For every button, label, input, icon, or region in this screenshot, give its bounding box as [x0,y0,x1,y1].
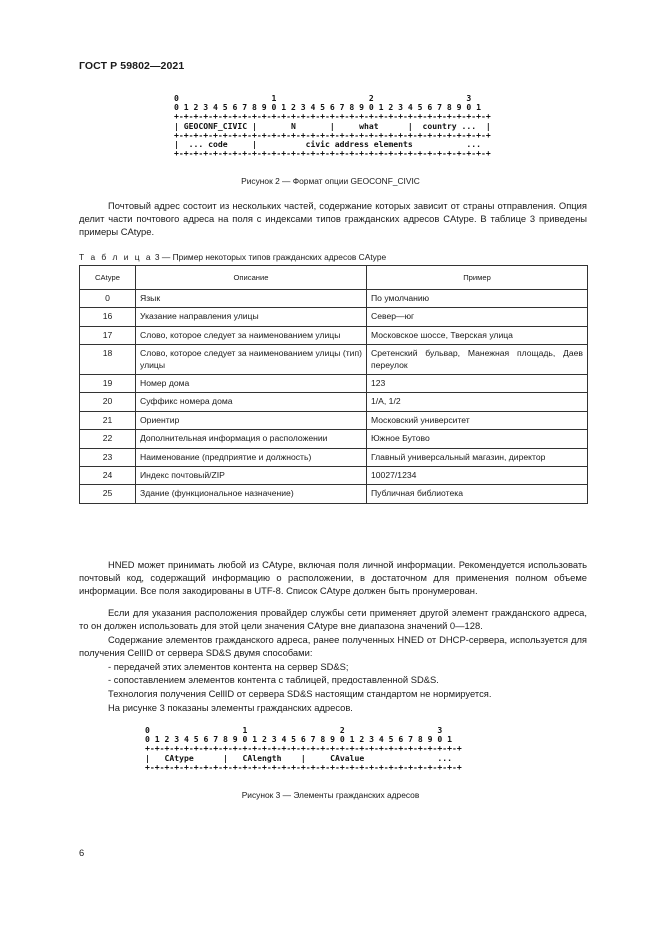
table-row [80,345,588,375]
fig2-line: +-+-+-+-+-+-+-+-+-+-+-+-+-+-+-+-+-+-+-+-+-+-+-+-+-+-+-+-+-+-+-+-+ [174,129,491,140]
cell-catype: 16 [80,308,136,326]
table-row [80,448,588,466]
cell-catype: 0 [80,290,136,308]
cell-example: Московское шоссе, Тверская улица [367,326,588,344]
header-catype: CAtype [80,266,136,290]
note-line: Технология получения CellID от сервера SD&S настоящим стандартом не нормируется. [108,688,492,699]
header-description: Описание [136,266,367,290]
fig2-line: | ... code | civic address elements ... [174,139,481,150]
table-row [80,290,588,308]
cell-catype: 17 [80,326,136,344]
table-row [80,326,588,344]
table-row [80,375,588,393]
cell-description: Дополнительная информация о расположении [136,430,367,448]
cell-example: Главный универсальный магазин, директор [367,448,588,466]
cell-example: Север—юг [367,308,588,326]
cell-example: Сретенский бульвар, Манежная площадь, Даев переулок [367,345,588,375]
paragraph-hned: HNED может принимать любой из CAtype, включая поля личной информации. Рекомендуется использовать почтовый код, содержащий информацию о расположении, в достаточном для применения полном объеме информации. Все поля закодированы в UTF-8. Список CAtype должен быть пронумерован. [79,559,587,596]
cell-description: Наименование (предприятие и должность) [136,448,367,466]
paragraph-content: Содержание элементов гражданского адреса, ранее полученных HNED от DHCP-сервера, используется для получения CellID от сервера SD&S двумя способами: [79,634,587,658]
cell-example: По умолчанию [367,290,588,308]
cell-description: Индекс почтовый/ZIP [136,467,367,485]
table-row [80,308,588,326]
table-row [80,411,588,429]
table-row [80,485,588,503]
fig3-line: +-+-+-+-+-+-+-+-+-+-+-+-+-+-+-+-+-+-+-+-+-+-+-+-+-+-+-+-+-+-+-+-+ [145,761,462,772]
table-row [80,393,588,411]
fig3-line: | CAtype | CAlength | CAvalue ... [145,752,452,763]
intro-paragraph: Почтовый адрес состоит из нескольких частей, содержание которых зависит от страны отправления. Опция делит части почтового адреса на поля с индексами типов гражданских адресов CAtype. В таблице 3 приведены примеры CAtype. [79,200,587,237]
cell-example: Южное Бутово [367,430,588,448]
cell-example: Московский университет [367,411,588,429]
fig2-line: 0 1 2 3 4 5 6 7 8 9 0 1 2 3 4 5 6 7 8 9 0 1 2 3 4 5 6 7 8 9 0 1 [174,102,481,113]
paragraph-provider: Если для указания расположения провайдер службы сети применяет другой элемент гражданского адреса, то он должен использовать для этой цели значения CAtype вне диапазона значений 0—128. [79,607,587,631]
page-number: 6 [79,847,85,858]
cell-example: 10027/1234 [367,467,588,485]
document-header: ГОСТ Р 59802—2021 [79,60,185,72]
cell-example: 1/А, 1/2 [367,393,588,411]
cell-catype: 18 [80,345,136,375]
catype-table [79,265,588,504]
fig2-line: 0 1 2 3 [174,93,472,103]
figure-reference-line: На рисунке 3 показаны элементы гражданских адресов. [108,702,353,713]
cell-example: Публичная библиотека [367,485,588,503]
cell-catype: 23 [80,448,136,466]
table-title-text: 3 — Пример некоторых типов гражданских адресов CAtype [154,252,387,262]
table-3-title [79,252,386,262]
table-header-row [80,266,588,290]
header-example: Пример [367,266,588,290]
fig3-line: 0 1 2 3 [145,725,443,735]
fig2-line: +-+-+-+-+-+-+-+-+-+-+-+-+-+-+-+-+-+-+-+-+-+-+-+-+-+-+-+-+-+-+-+-+ [174,111,491,122]
list-item: - сопоставлением элементов контента с таблицей, предоставленной SD&S. [108,674,439,685]
cell-catype: 25 [80,485,136,503]
figure-3-caption: Рисунок 3 — Элементы гражданских адресов [241,790,420,800]
cell-catype: 22 [80,430,136,448]
fig3-line: 0 1 2 3 4 5 6 7 8 9 0 1 2 3 4 5 6 7 8 9 0 1 2 3 4 5 6 7 8 9 0 1 [145,734,452,745]
cell-description: Указание направления улицы [136,308,367,326]
cell-example: 123 [367,375,588,393]
cell-description: Здание (функциональное назначение) [136,485,367,503]
cell-catype: 24 [80,467,136,485]
fig2-line: +-+-+-+-+-+-+-+-+-+-+-+-+-+-+-+-+-+-+-+-+-+-+-+-+-+-+-+-+-+-+-+-+ [174,148,491,159]
fig3-line: +-+-+-+-+-+-+-+-+-+-+-+-+-+-+-+-+-+-+-+-+-+-+-+-+-+-+-+-+-+-+-+-+ [145,743,462,754]
table-row [80,467,588,485]
cell-description: Ориентир [136,411,367,429]
cell-description: Слово, которое следует за наименованием улицы [136,326,367,344]
figure-2-caption: Рисунок 2 — Формат опции GEOCONF_CIVIC [241,176,420,186]
table-row [80,430,588,448]
cell-catype: 20 [80,393,136,411]
list-item: - передачей этих элементов контента на сервер SD&S; [108,661,349,672]
figure-2-diagram [174,94,491,158]
cell-description: Суффикс номера дома [136,393,367,411]
cell-description: Слово, которое следует за наименованием улицы (тип) улицы [136,345,367,375]
cell-description: Номер дома [136,375,367,393]
fig2-line: | GEOCONF_CIVIC | N | what | country ... | [174,120,491,131]
table-label: Т а б л и ц а [79,252,153,262]
figure-3-diagram [145,726,462,772]
cell-catype: 21 [80,411,136,429]
cell-catype: 19 [80,375,136,393]
cell-description: Язык [136,290,367,308]
